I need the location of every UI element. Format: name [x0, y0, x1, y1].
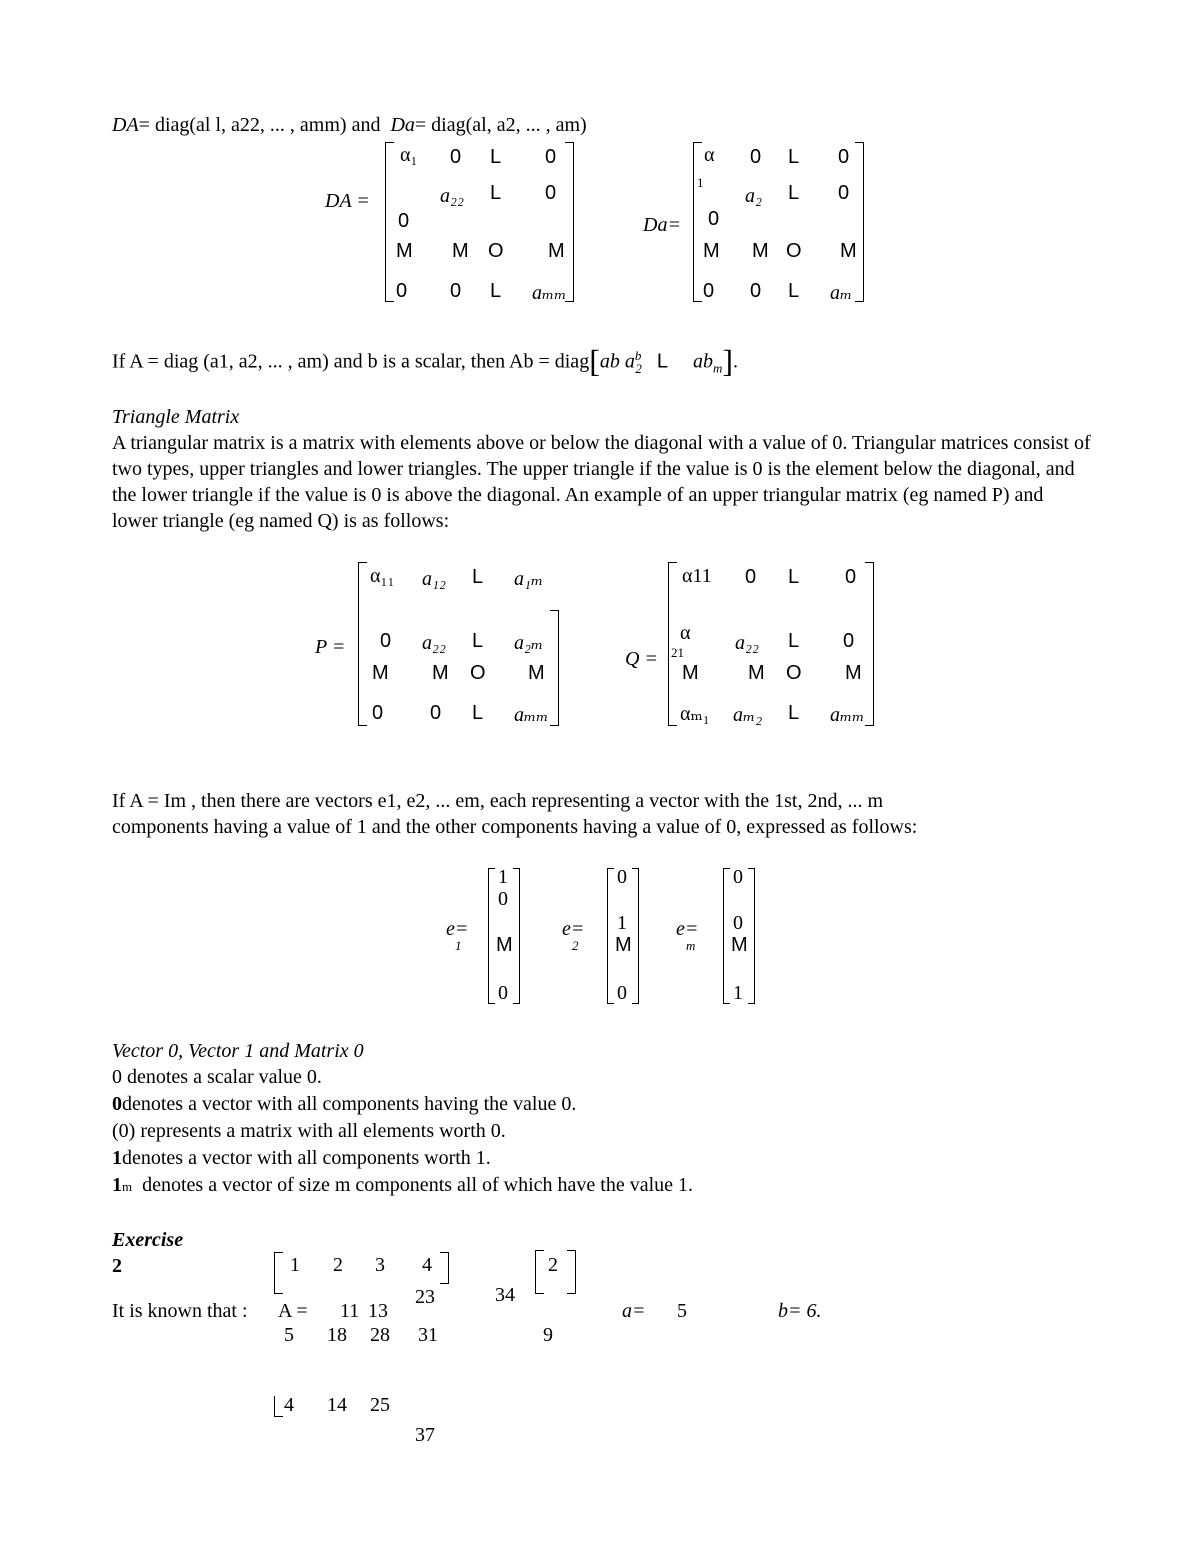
cell: 0 [703, 280, 715, 302]
matrix-q-right-bracket [865, 562, 874, 726]
vector-a-entry: 9 [543, 1324, 553, 1346]
cell: 28 [370, 1324, 390, 1346]
vector-entry: 0 [617, 866, 627, 888]
cell: M [752, 240, 769, 262]
vector-line-5 [112, 1172, 693, 1200]
cell: 0 [380, 630, 392, 652]
cell: aₘₘ [514, 704, 549, 726]
matrix-da-small-label: Da= [643, 214, 681, 236]
cell: aₘ [830, 282, 853, 304]
cell: α₁₁ [370, 565, 395, 587]
cell: a₂ [745, 185, 762, 207]
diag-definition-line [112, 112, 587, 138]
cell: 0 [396, 280, 408, 302]
cell: L [490, 182, 502, 204]
cell: O [470, 662, 486, 684]
vector-subscript: 2 [572, 938, 579, 953]
cell: L [788, 146, 800, 168]
cell: O [786, 240, 802, 262]
scalar-L: L [656, 350, 668, 373]
vector-a-entry: 2 [548, 1254, 558, 1276]
cell: 5 [284, 1324, 294, 1346]
cell: M [845, 662, 862, 684]
cell: 14 [327, 1394, 347, 1416]
vector-line-4 [112, 1145, 491, 1171]
vector-left-bracket [607, 868, 614, 1004]
cell: M [452, 240, 469, 262]
cell: 2 [333, 1254, 343, 1276]
vector-entry: 0 [617, 982, 627, 1004]
vector-subscript: 1 [455, 938, 462, 953]
cell: 0 [708, 208, 720, 230]
cell: α [704, 144, 715, 166]
cell: 0 [398, 210, 410, 232]
matrix-da-left-bracket [385, 142, 394, 302]
vector-entry: 1 [617, 912, 627, 934]
cell: 0 [745, 566, 757, 588]
vector-entry: 1 [733, 982, 743, 1004]
matrix-a-right-bracket [440, 1252, 449, 1284]
cell: O [488, 240, 504, 262]
cell: 0 [750, 146, 762, 168]
vector-entry: M [496, 934, 513, 956]
vector-line-4-text: denotes a vector with all components worth 1. [122, 1147, 491, 1169]
exercise-known: It is known that : [112, 1300, 248, 1322]
cell: α11 [682, 565, 712, 587]
exercise-number: 2 [112, 1255, 122, 1277]
cell: 3 [375, 1254, 385, 1276]
cell: M [372, 662, 389, 684]
cell: aₘₘ [532, 282, 567, 304]
cell: a₁₂ [422, 568, 446, 590]
cell: 0 [450, 146, 462, 168]
vector-entry: 0 [733, 912, 743, 934]
vector-entry: 0 [733, 866, 743, 888]
vector-line-1: 0 denotes a scalar value 0. [112, 1066, 322, 1088]
vector-entry: 1 [498, 866, 508, 888]
vector-entry: 0 [498, 982, 508, 1004]
cell: M [432, 662, 449, 684]
vector-section-heading: Vector 0, Vector 1 and Matrix 0 [112, 1040, 364, 1062]
matrix-a-left-bracket-top [274, 1252, 283, 1294]
vector-line-5-text: denotes a vector of size m components all of which have the value 1. [142, 1174, 694, 1196]
matrix-p-left-bracket [358, 562, 367, 726]
vector-left-bracket [488, 868, 495, 1004]
cell: 0 [838, 182, 850, 204]
cell: αₘ₁ [680, 703, 710, 725]
cell: L [490, 146, 502, 168]
matrix-a-label: A = [278, 1300, 308, 1322]
vector-label: e= [562, 918, 585, 940]
cell: L [788, 280, 800, 302]
vector-entry: M [615, 934, 632, 956]
cell: O [786, 662, 802, 684]
cell: M [840, 240, 857, 262]
scalar-sup: b [634, 348, 642, 363]
scalar-last: ab [692, 350, 713, 373]
cell: M [528, 662, 545, 684]
matrix-a-left-bracket-bottom [274, 1396, 283, 1417]
scalar-last-sub: m [712, 360, 723, 376]
cell: 0 [750, 280, 762, 302]
vector-right-bracket [632, 868, 639, 1004]
cell: 23 [415, 1286, 435, 1308]
cell: a₂₂ [422, 632, 446, 654]
cell: L [788, 702, 800, 724]
cell: L [472, 630, 484, 652]
cell: M [748, 662, 765, 684]
cell-subscript: 21 [671, 645, 684, 660]
cell: L [490, 280, 502, 302]
subscript-m: m [122, 1179, 133, 1194]
matrix-da-small-left-bracket [693, 142, 702, 302]
matrix-p-label: P = [315, 636, 346, 658]
vector-entry: M [731, 934, 748, 956]
exercise-heading: Exercise [112, 1229, 184, 1251]
cell-subscript: 1 [697, 175, 704, 190]
cell: 31 [418, 1324, 438, 1346]
vector-right-bracket [513, 868, 520, 1004]
vector-line-2 [112, 1091, 576, 1117]
da-small-definition: = diag(al, a2, ... , am) [414, 114, 587, 136]
vector-line-2-text: denotes a vector with all components having the value 0. [122, 1093, 577, 1115]
cell: 11 [340, 1300, 360, 1322]
cell: 0 [845, 566, 857, 588]
cell: L [472, 566, 484, 588]
da-symbol: DA [112, 114, 139, 136]
scalar-text: If A = diag (a1, a2, ... , am) and b is a scalar, then Ab = diag [112, 350, 590, 373]
cell: M [548, 240, 565, 262]
matrix-q-label: Q = [625, 648, 658, 670]
cell: L [472, 702, 484, 724]
scalar-b: b= 6. [778, 1300, 822, 1322]
cell: M [703, 240, 720, 262]
cell: 13 [368, 1300, 388, 1322]
cell: L [788, 182, 800, 204]
da-definition: = diag(al l, a22, ... , amm) and [138, 114, 381, 136]
vector-a-label: a= [622, 1300, 646, 1322]
cell: 0 [838, 146, 850, 168]
cell: aₘ₂ [733, 704, 763, 726]
cell: 0 [450, 280, 462, 302]
cell: 18 [327, 1324, 347, 1346]
bold-zero: 0 [112, 1093, 122, 1115]
cell: a₁ₘ [514, 568, 544, 590]
da-small-symbol: Da [390, 114, 415, 136]
cell: 0 [430, 702, 442, 724]
vector-line-3: (0) represents a matrix with all elements worth 0. [112, 1120, 506, 1142]
cell: 4 [422, 1254, 432, 1276]
identity-line-2: components having a value of 1 and the other components having a value of 0, expressed as follows: [112, 816, 918, 838]
cell: L [788, 566, 800, 588]
cell: 4 [284, 1394, 294, 1416]
cell: M [682, 662, 699, 684]
cell: 37 [415, 1424, 435, 1446]
identity-line-1: If A = Im , then there are vectors e1, e2, ... em, each representing a vector with the 1st, 2nd, ... m [112, 790, 884, 812]
matrix-p-right-bracket [550, 610, 559, 726]
cell: L [788, 630, 800, 652]
vector-label: e= [676, 918, 699, 940]
scalar-end: . [733, 350, 739, 373]
cell: 25 [370, 1394, 390, 1416]
cell: a₂₂ [735, 632, 759, 654]
vector-a-entry: 5 [677, 1300, 687, 1322]
vector-a-left-bracket [535, 1250, 544, 1294]
cell: a₂₂ [440, 185, 464, 207]
scalar-ab: ab [599, 350, 620, 373]
vector-a-entry: 34 [495, 1284, 515, 1306]
cell: α [680, 622, 691, 644]
scalar-multiplication-line: If A = diag (a1, a2, ... , am) and b is a scalar, then Ab = diag[ab $a^b_2$ L $ab_m$]. [112, 342, 739, 379]
bold-one: 1 [112, 1147, 122, 1169]
cell: 0 [545, 182, 557, 204]
triangle-paragraph: A triangular matrix is a matrix with elements above or below the diagonal with a value of 0. Triangular matrices consist of two types, upper triangles and lower triangles. The upper triangle if the value is 0 is the element below the diagonal, and the lower triangle if the value is 0 is above the diagonal. An example of an upper triangular matrix (eg named P) and lower triangle (eg named Q) is as follows: [112, 432, 1091, 532]
vector-left-bracket [723, 868, 730, 1004]
cell: 0 [843, 630, 855, 652]
matrix-da-label: DA = [325, 190, 370, 212]
vector-right-bracket [748, 868, 755, 1004]
cell: 0 [545, 146, 557, 168]
matrix-da-right-bracket [565, 142, 574, 302]
vector-label: e= [446, 918, 469, 940]
triangle-heading: Triangle Matrix [112, 406, 240, 428]
cell: M [396, 240, 413, 262]
cell: aₘₘ [830, 704, 865, 726]
scalar-a2: a [624, 350, 635, 373]
bold-one-m: 1 [112, 1174, 122, 1196]
vector-entry: 0 [498, 888, 508, 910]
vector-subscript: m [686, 938, 696, 953]
scalar-sub: 2 [635, 360, 642, 376]
cell: 1 [290, 1254, 300, 1276]
matrix-da-small-right-bracket [855, 142, 864, 302]
cell: α₁ [400, 144, 418, 166]
cell: 0 [372, 702, 384, 724]
cell: a₂ₘ [514, 632, 544, 654]
vector-a-right-bracket [567, 1250, 576, 1294]
